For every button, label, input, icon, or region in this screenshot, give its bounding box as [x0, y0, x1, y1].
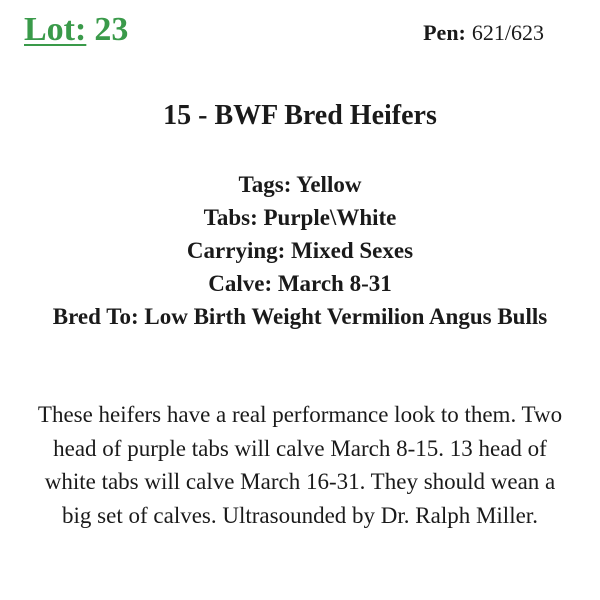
detail-tags: Tags: Yellow	[238, 172, 362, 197]
lot-label: Lot:	[24, 11, 87, 48]
lot-header	[0, 0, 600, 60]
detail-carrying: Carrying: Mixed Sexes	[186, 238, 414, 263]
pen-label: Pen:	[423, 20, 466, 45]
pen-value: 621/623	[471, 20, 544, 45]
lot-title: 15 - BWF Bred Heifers	[163, 100, 437, 131]
lot-details	[20, 168, 580, 333]
pen-info	[423, 18, 544, 48]
lot-description: These heifers have a real performance look to them. Two head of purple tabs will calve March 8-15. 13 head of white tabs will calve March 16-31. They should wean a big set of calves. Ultrasounded by Dr. Ralph Miller.	[37, 402, 563, 528]
detail-bred-to: Bred To: Low Birth Weight Vermilion Angus Bulls	[52, 304, 548, 329]
lot-number: 23	[94, 11, 129, 48]
lot-heading	[24, 8, 128, 52]
detail-calve: Calve: March 8-31	[208, 271, 392, 296]
detail-tabs: Tabs: Purple\White	[203, 205, 397, 230]
